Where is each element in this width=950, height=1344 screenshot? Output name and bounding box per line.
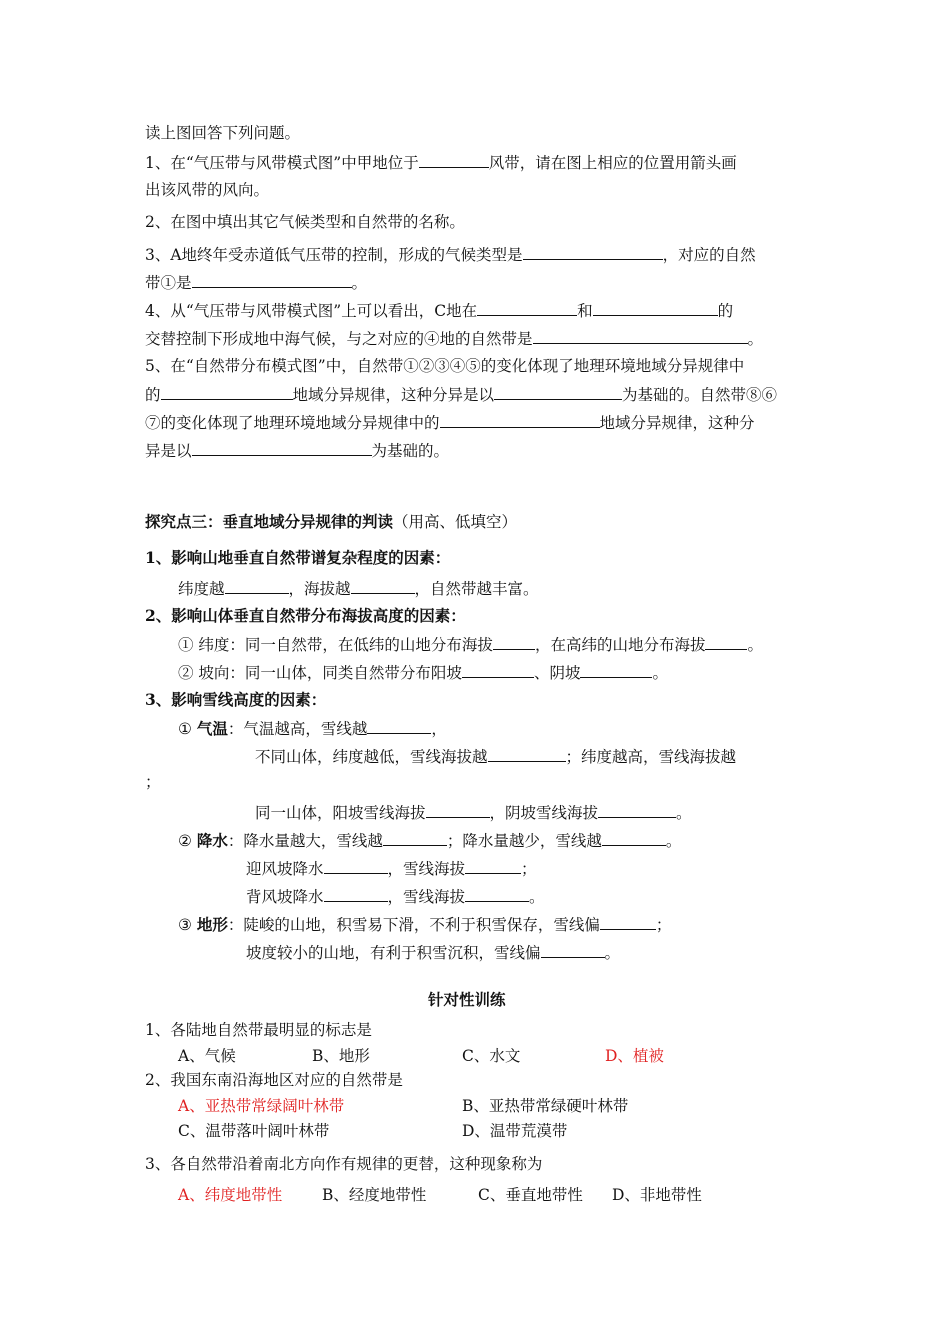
snowline-temperature-wrap: ；: [145, 773, 161, 791]
factor-2-line-1: ① 纬度：同一自然带，在低纬的山地分布海拔 ，在高纬的山地分布海拔 。: [178, 636, 763, 654]
answer-blank[interactable]: [419, 152, 489, 168]
answer-blank[interactable]: [488, 746, 566, 762]
answer-blank[interactable]: [593, 300, 718, 316]
answer-blank[interactable]: [477, 300, 577, 316]
answer-blank[interactable]: [465, 858, 521, 874]
answer-blank[interactable]: [426, 802, 490, 818]
answer-blank[interactable]: [533, 328, 748, 344]
option-q2-d[interactable]: D、温带荒漠带: [462, 1122, 568, 1140]
section-title: 探究点三：垂直地域分异规律的判读（用高、低填空）: [145, 512, 518, 531]
option-q1-d-answer[interactable]: D、植被: [605, 1047, 664, 1065]
question-4: 4、从“气压带与风带模式图”上可以看出，C地在 和 的: [145, 302, 734, 320]
answer-blank[interactable]: [494, 384, 622, 400]
answer-blank[interactable]: [351, 578, 415, 594]
factor-1-line: 纬度越 ，海拔越 ，自然带越丰富。: [178, 580, 539, 598]
option-q1-a[interactable]: A、气候: [178, 1047, 236, 1065]
option-q3-a-answer[interactable]: A、纬度地带性: [178, 1186, 283, 1204]
factor-heading-2: 2、影响山体垂直自然带分布海拔高度的因素：: [145, 606, 466, 625]
question-2: 2、在图中填出其它气候类型和自然带的名称。: [145, 213, 465, 231]
snowline-precipitation: ② 降水：降水量越大，雪线越 ；降水量越少，雪线越 。: [178, 831, 682, 850]
option-q2-a-answer[interactable]: A、亚热带常绿阔叶林带: [178, 1097, 345, 1115]
question-5-cont: 的 地域分异规律，这种分异是以 为基础的。自然带⑧⑥: [145, 386, 778, 404]
question-1: 1、在“气压带与风带模式图”中甲地位于 风带，请在图上相应的位置用箭头画: [145, 154, 737, 172]
answer-blank[interactable]: [598, 802, 676, 818]
question-5: 5、在“自然带分布模式图”中，自然带①②③④⑤的变化体现了地理环境地域分异规律中: [145, 357, 745, 375]
answer-blank[interactable]: [192, 272, 352, 288]
snowline-temperature-3: 同一山体，阳坡雪线海拔 ，阴坡雪线海拔 。: [255, 804, 692, 822]
answer-blank[interactable]: [192, 440, 372, 456]
answer-blank[interactable]: [705, 634, 747, 650]
answer-blank[interactable]: [462, 662, 534, 678]
question-3-cont: 带①是 。: [145, 274, 368, 292]
factor-heading-1: 1、影响山地垂直自然带谱复杂程度的因素：: [145, 548, 451, 567]
option-q1-b[interactable]: B、地形: [312, 1047, 370, 1065]
answer-blank[interactable]: [161, 384, 293, 400]
snowline-precipitation-2: 迎风坡降水 ，雪线海拔 ；: [246, 860, 537, 878]
answer-blank[interactable]: [541, 942, 605, 958]
option-q2-b[interactable]: B、亚热带常绿硬叶林带: [462, 1097, 629, 1115]
practice-title: 针对性训练: [428, 990, 506, 1009]
question-1-cont: 出该风带的风向。: [145, 181, 270, 199]
option-q3-c[interactable]: C、垂直地带性: [478, 1186, 583, 1204]
snowline-terrain-2: 坡度较小的山地，有利于积雪沉积，雪线偏 。: [246, 944, 621, 962]
practice-question-3: 3、各自然带沿着南北方向作有规律的更替，这种现象称为: [145, 1155, 543, 1173]
option-q3-d[interactable]: D、非地带性: [612, 1186, 702, 1204]
snowline-temperature-2: 不同山体，纬度越低，雪线海拔越 ；纬度越高，雪线海拔越: [255, 748, 737, 766]
answer-blank[interactable]: [465, 886, 529, 902]
factor-heading-3: 3、影响雪线高度的因素：: [145, 690, 327, 709]
answer-blank[interactable]: [383, 830, 447, 846]
answer-blank[interactable]: [225, 578, 289, 594]
practice-question-2: 2、我国东南沿海地区对应的自然带是: [145, 1071, 403, 1089]
snowline-temperature: ① 气温：气温越高，雪线越 ，: [178, 719, 447, 738]
option-q3-b[interactable]: B、经度地带性: [322, 1186, 427, 1204]
answer-blank[interactable]: [602, 830, 666, 846]
answer-blank[interactable]: [600, 914, 656, 930]
answer-blank[interactable]: [324, 886, 388, 902]
question-3: 3、A地终年受赤道低气压带的控制，形成的气候类型是 ，对应的自然: [145, 246, 756, 264]
answer-blank[interactable]: [580, 662, 652, 678]
option-q2-c[interactable]: C、温带落叶阔叶林带: [178, 1122, 330, 1140]
answer-blank[interactable]: [324, 858, 388, 874]
practice-question-1: 1、各陆地自然带最明显的标志是: [145, 1021, 372, 1039]
answer-blank[interactable]: [523, 244, 663, 260]
answer-blank[interactable]: [493, 634, 535, 650]
question-4-cont: 交替控制下形成地中海气候，与之对应的④地的自然带是 。: [145, 330, 764, 348]
snowline-terrain: ③ 地形：陡峻的山地，积雪易下滑，不利于积雪保存，雪线偏 ；: [178, 915, 672, 934]
answer-blank[interactable]: [367, 718, 431, 734]
answer-blank[interactable]: [440, 412, 600, 428]
intro-text: 读上图回答下列问题。: [145, 124, 301, 142]
factor-2-line-2: ② 坡向：同一山体，同类自然带分布阳坡 、阴坡 。: [178, 664, 668, 682]
question-5-cont3: 异是以 为基础的。: [145, 442, 450, 460]
option-q1-c[interactable]: C、水文: [462, 1047, 521, 1065]
question-5-cont2: ⑦的变化体现了地理环境地域分异规律中的 地域分异规律，这种分: [145, 414, 755, 432]
snowline-precipitation-3: 背风坡降水 ，雪线海拔 。: [246, 888, 545, 906]
